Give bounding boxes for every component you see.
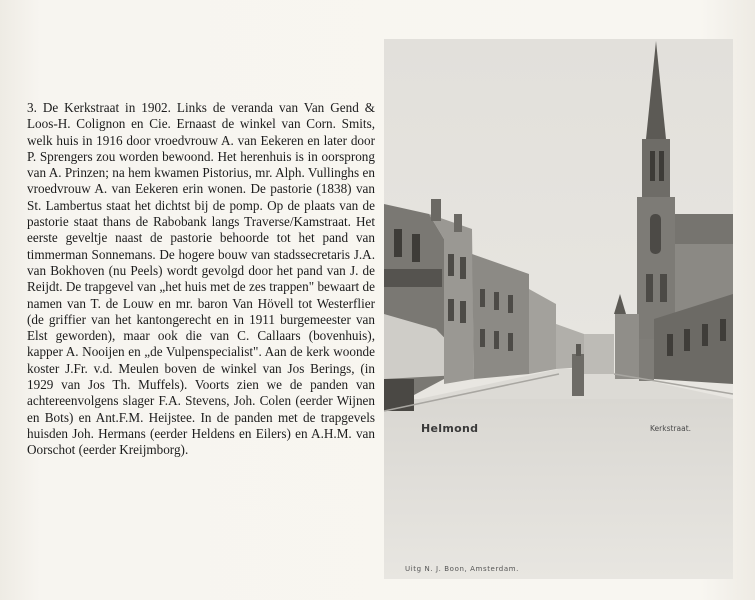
postcard-street-scene	[384, 39, 733, 579]
water-pump	[572, 354, 584, 396]
photo-caption-text: 3. De Kerkstraat in 1902. Links de veranda van Van Gend & Loos-H. Colignon en Cie. Ernaast de winkel van Corn. Smits, welk huis in 1916 door vroedvrouw A. van Eekeren en later door P. Sprengers zou worden bewoond. Het herenhuis is in oorsprong van A. Prinzen; na hem kwamen Pistorius, mr. Alph. Vullinghs en vroedvrouw A. van Eekeren erin wonen. De pastorie (1838) van St. Lambertus staat het dichtst bij de pomp. Op de plaats van de pastorie staat thans de Rabobank langs Traverse/Kamstraat. Het eerste geveltje naast de pastorie behoorde tot het pand van timmerman Sonnemans. De hogere bouw van stadssecretaris J.A. van Bokhoven (nu Peels) wordt gevolgd door het pand van J. de Reijdt. De trapgevel van „het huis met de zes trappen" bewaart de namen van T. de Louw en mr. baron Van Hövell tot Westerflier (de griffier van het kantongerecht en in 1911 burgemeester van Elst geworden), maar ook die van C. Callaars (bovenhuis), kapper A. Nooijen en „de Vulpenspecialist". Aan de kerk woonde koster J.Fr. v.d. Meulen boven de winkel van Jos Berings, (in 1929 van Jos Th. Muffels). Voorts zien we de panden van achtereenvolgens slager F.A. Stevens, Joh. Colen (eerder Wijnen en Bots) en Ant.F.M. Heijstee. In de panden met de trapgevels huisden Joh. Hermans (eerder Heldens en Eilers) en A.H.M. van Oorschot (eerder Kreijmborg).	[27, 100, 375, 458]
historic-postcard-photo	[384, 39, 733, 579]
postcard-street-label: Kerkstraat.	[650, 424, 692, 433]
postcard-place-label: Helmond	[421, 422, 479, 435]
postcard-publisher-label: Uitg N. J. Boon, Amsterdam.	[405, 565, 519, 573]
